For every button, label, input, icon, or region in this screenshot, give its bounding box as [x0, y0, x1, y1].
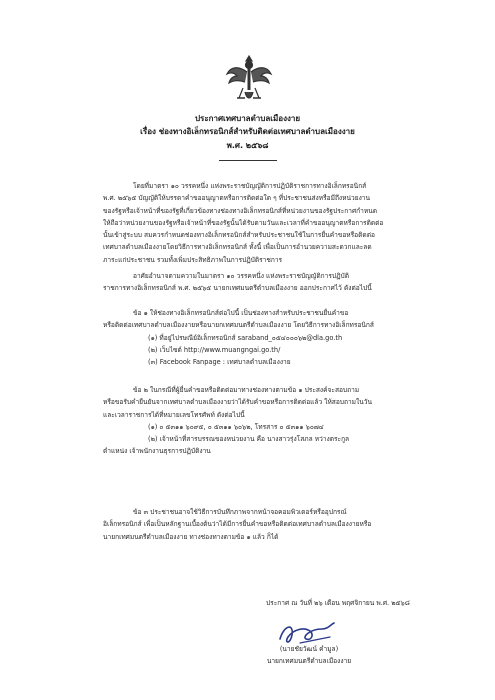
text-line: และเวลาราชการได้ที่หมายเลขโทรศัพท์ ดังต่อไปนี้ [103, 410, 245, 419]
title-divider [219, 160, 277, 161]
text-line: นายกเทศมนตรีตำบลเมืองงาย ทางช่องทางตามข้อ ๑ แล้ว ก็ได้ [103, 532, 279, 541]
text-line: ข้อ ๓ ประชาชนอาจใช้วิธีการบันทึกภาพจากหน้าจอคอมพิวเตอร์หรืออุปกรณ์ [133, 508, 347, 516]
document-year: พ.ศ. ๒๕๖๘ [226, 141, 269, 150]
text-line: ราชการทางอิเล็กทรอนิกส์ พ.ศ. ๒๕๖๕ นายกเทศมนตรีตำบลเมืองงาย ออกประกาศไว้ ดังต่อไปนี้ [103, 284, 372, 293]
announcement-date: ประกาศ ณ วันที่ ๒๖ เดือน พฤศจิกายน พ.ศ. ๒๕๖๘ [266, 599, 410, 607]
clause-3 [103, 506, 475, 543]
email-address: (๑) ที่อยู่ไปรษณีย์อิเล็กทรอนิกส์ saraband_๐๕๔๐๐๐๖๒@dla.go.th [148, 333, 343, 342]
text-line: อาศัยอำนาจตามความในมาตรา ๑๐ วรรคหนึ่ง แห่งพระราชบัญญัติการปฏิบัติ [133, 272, 349, 280]
text-line: ของรัฐหรือเจ้าหน้าที่ของรัฐที่เกี่ยวข้องทางช่องทางอิเล็กทรอนิกส์ที่หน่วยงานของรัฐประกาศกำหนด [103, 206, 378, 215]
paragraph-authority [103, 270, 475, 295]
text-line: พ.ศ. ๒๕๖๕ บัญญัติให้บรรดาคำขออนุญาตหรือการติดต่อใด ๆ ที่ประชาชนส่งหรือมีถึงหน่วยงาน [103, 194, 371, 203]
website-url: (๒) เว็บไซต์ http://www.muangngai.go.th/ [148, 345, 281, 354]
text-line: ข้อ ๑ ให้ช่องทางอิเล็กทรอนิกส์ต่อไปนี้ เป็นช่องทางสำหรับประชาชนยื่นคำขอ [133, 309, 349, 317]
text-line: อิเล็กทรอนิกส์ เพื่อเป็นหลักฐานเบื้องต้นว่าได้มีการยื่นคำขอหรือติดต่อเทศบาลตำบลเมืองงายหรือ [103, 520, 372, 529]
facebook-fanpage: (๓) Facebook Fanpage : เทศบาลตำบลเมืองงาย [148, 358, 291, 367]
text-line: นั้นเข้าสู่ระบบ สมควรกำหนดช่องทางอิเล็กทรอนิกส์สำหรับประชาชนใช้ในการยื่นคำขอหรือติดต่อ [103, 231, 375, 240]
text-line: ให้ถือว่าหน่วยงานของรัฐหรือเจ้าหน้าที่ของรัฐนั้นได้รับตามวันและเวลาที่คำขออนุญาตหรือการติดต่อ [103, 218, 384, 227]
text-line: หรือติดต่อเทศบาลตำบลเมืองงายหรือนายกเทศมนตรีตำบลเมืองงาย โดยวิธีการทางอิเล็กทรอนิกส์ [103, 321, 374, 330]
phone-numbers: (๑) ๐ ๕๓๑๑ ๖๐๙๕, ๐ ๕๓๑๑ ๖๐๖๒, โทรสาร ๐ ๕๓๑๑ ๖๐๗๔ [148, 422, 324, 431]
document-subject: เรื่อง ช่องทางอิเล็กทรอนิกส์สำหรับติดต่อเทศบาลตำบลเมืองงาย [140, 127, 355, 136]
officer-position: ตำแหน่ง เจ้าพนักงานธุรการปฏิบัติงาน [103, 447, 211, 456]
signatory-name: (นายชัยวัฒน์ คำมูล) [279, 645, 339, 653]
text-line: ภาระแก่ประชาชน รวมทั้งเพิ่มประสิทธิภาพในการปฏิบัติราชการ [103, 255, 283, 264]
clause-1 [103, 307, 475, 368]
text-line: ข้อ ๒ ในกรณีที่ผู้ยื่นคำขอหรือติดต่อมาทางช่องทางตามข้อ ๑ ประสงค์จะสอบถาม [133, 386, 360, 394]
paragraph-preamble [103, 180, 475, 266]
text-line: โดยที่มาตรา ๑๐ วรรคหนึ่ง แห่งพระราชบัญญัติการปฏิบัติราชการทางอิเล็กทรอนิกส์ [133, 182, 367, 190]
garuda-emblem-icon [225, 52, 273, 106]
clause-2 [103, 384, 475, 458]
text-line: เทศบาลตำบลเมืองงายโดยวิธีการทางอิเล็กทรอนิกส์ ทั้งนี้ เพื่อเป็นการอำนวยความสะดวกและลด [103, 243, 372, 252]
contact-officer: (๒) เจ้าหน้าที่สารบรรณของหน่วยงาน คือ นางสาวรุ่งโสภล หว่างตระกูล [148, 435, 350, 444]
text-line: หรือขอรับคำยืนยันจากเทศบาลตำบลเมืองงายว่าได้รับคำขอหรือการติดต่อแล้ว ให้สอบถามในวัน [103, 398, 372, 407]
signatory-position: นายกเทศมนตรีตำบลเมืองงาย [266, 657, 352, 665]
document-title: ประกาศเทศบาลตำบลเมืองงาย [194, 114, 301, 123]
